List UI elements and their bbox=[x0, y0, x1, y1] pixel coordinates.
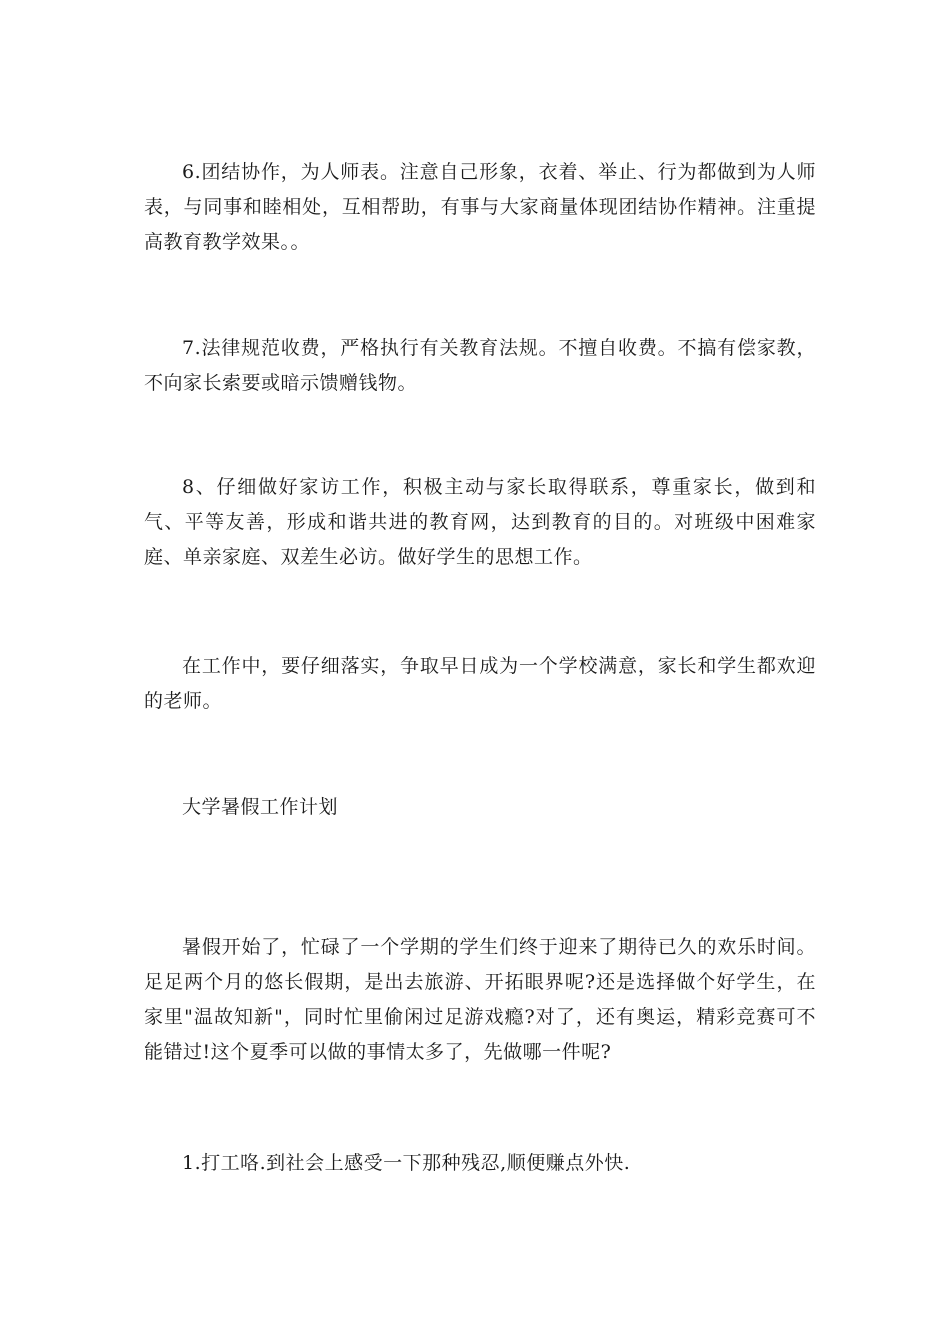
paragraph-item-1: 1.打工咯.到社会上感受一下那种残忍,顺便赚点外快. bbox=[182, 1152, 631, 1174]
paragraph-closing: 在工作中，要仔细落实，争取早日成为一个学校满意，家长和学生都欢迎的老师。 bbox=[144, 655, 816, 712]
paragraph-intro: 暑假开始了，忙碌了一个学期的学生们终于迎来了期待已久的欢乐时间。足足两个月的悠长假期，是出去旅游、开拓眼界呢?还是选择做个好学生，在家里"温故知新"，同时忙里偷闲过足游戏瘾?对了，还有奥运，精彩竞赛可不能错过!这个夏季可以做的事情太多了，先做哪一件呢? bbox=[144, 936, 816, 1063]
section-title: 大学暑假工作计划 bbox=[182, 796, 339, 818]
paragraph-item-8: 8、仔细做好家访工作，积极主动与家长取得联系，尊重家长，做到和气、平等友善，形成和谐共进的教育网，达到教育的目的。对班级中困难家庭、单亲家庭、双差生必访。做好学生的思想工作。 bbox=[144, 476, 816, 568]
paragraph-item-6: 6.团结协作，为人师表。注意自己形象，衣着、举止、行为都做到为人师表，与同事和睦相处，互相帮助，有事与大家商量体现团结协作精神。注重提高教育教学效果。。 bbox=[144, 161, 816, 253]
paragraph-item-7: 7.法律规范收费，严格执行有关教育法规。不擅自收费。不搞有偿家教，不向家长索要或暗示馈赠钱物。 bbox=[144, 337, 816, 394]
